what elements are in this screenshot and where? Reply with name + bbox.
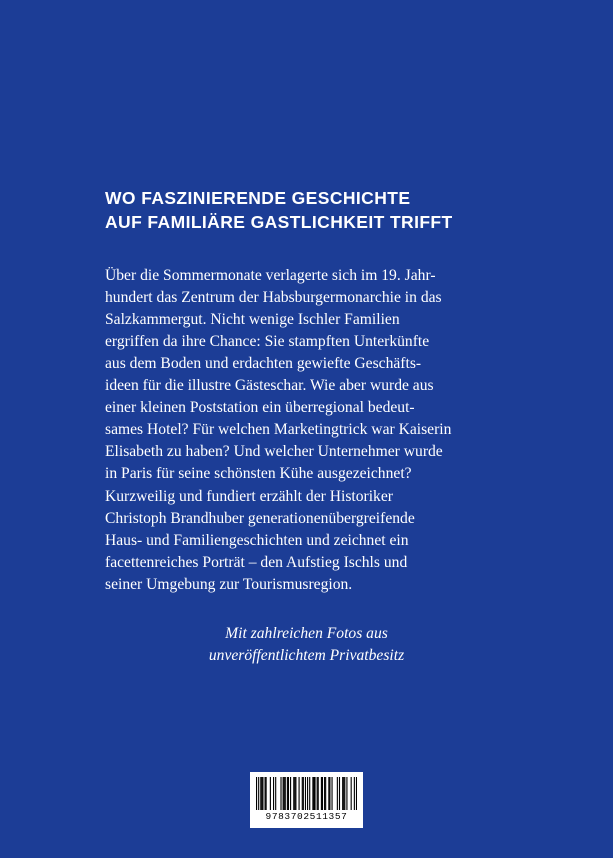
barcode-bar bbox=[290, 777, 291, 810]
barcode-bar bbox=[346, 777, 347, 810]
paragraph-line: in Paris für seine schönsten Kühe ausgezeichnet? bbox=[105, 465, 412, 482]
barcode-bar bbox=[293, 777, 294, 810]
author-paragraph bbox=[105, 486, 525, 596]
barcode-bar bbox=[256, 777, 257, 810]
barcode-bar bbox=[343, 777, 344, 810]
barcode-bar bbox=[305, 777, 306, 810]
barcode-bar bbox=[265, 777, 266, 810]
barcode-bar bbox=[328, 777, 329, 810]
barcode-bar bbox=[314, 777, 315, 810]
barcode-bar bbox=[285, 777, 286, 810]
paragraph-line: Haus- und Familiengeschichten und zeichnet ein bbox=[105, 532, 409, 549]
barcode-bar bbox=[324, 777, 325, 810]
barcode-bar bbox=[258, 777, 259, 810]
tagline-line: unveröffentlichtem Privatbesitz bbox=[208, 647, 405, 664]
barcode-bar bbox=[288, 777, 289, 810]
barcode-bar bbox=[339, 777, 340, 810]
barcode-bar bbox=[313, 777, 314, 810]
description-paragraph bbox=[105, 265, 525, 485]
headline bbox=[105, 186, 545, 234]
tagline bbox=[0, 623, 613, 667]
paragraph-line: facettenreiches Porträt – den Aufstieg Ischls und bbox=[105, 554, 408, 571]
barcode-bar bbox=[351, 777, 352, 810]
paragraph-line: Christoph Brandhuber generationenübergreifende bbox=[105, 510, 415, 527]
barcode-bar bbox=[342, 777, 343, 810]
barcode-bar bbox=[284, 777, 285, 810]
isbn-barcode bbox=[250, 772, 363, 828]
paragraph-line: Kurzweilig und fundiert erzählt der Historiker bbox=[105, 488, 393, 505]
paragraph-line: sames Hotel? Für welchen Marketingtrick war Kaiserin bbox=[105, 421, 452, 438]
paragraph-line: ideen für die illustre Gästeschar. Wie aber wurde aus bbox=[105, 377, 434, 394]
headline-line: WO FASZINIERENDE GESCHICHTE bbox=[105, 188, 411, 208]
barcode-bar bbox=[309, 777, 310, 810]
barcode-bar bbox=[307, 777, 308, 810]
barcode-bar bbox=[283, 777, 284, 810]
barcode-bars bbox=[256, 777, 357, 810]
barcode-bar bbox=[344, 777, 345, 810]
barcode-bar bbox=[295, 777, 296, 810]
paragraph-line: Über die Sommermonate verlagerte sich im 19. Jahr- bbox=[105, 267, 436, 284]
barcode-bar bbox=[280, 777, 281, 810]
barcode-bar bbox=[322, 777, 323, 810]
barcode-bar bbox=[262, 777, 263, 810]
barcode-bar bbox=[354, 777, 355, 810]
paragraph-line: ergriffen da ihre Chance: Sie stampften Unterkünfte bbox=[105, 333, 430, 350]
barcode-bar bbox=[331, 777, 332, 810]
barcode-bar bbox=[317, 777, 318, 810]
barcode-bar bbox=[318, 777, 319, 810]
barcode-bar bbox=[261, 777, 262, 810]
barcode-bar bbox=[325, 777, 326, 810]
paragraph-line: aus dem Boden und erdachten gewiefte Geschäfts- bbox=[105, 355, 422, 372]
barcode-bar bbox=[299, 777, 300, 810]
barcode-bar bbox=[329, 777, 330, 810]
barcode-bar bbox=[260, 777, 261, 810]
barcode-bar bbox=[287, 777, 288, 810]
paragraph-line: Salzkammergut. Nicht wenige Ischler Familien bbox=[105, 311, 400, 328]
barcode-bar bbox=[270, 777, 271, 810]
barcode-bar bbox=[302, 777, 303, 810]
isbn-number: 9783702511357 bbox=[265, 811, 348, 822]
barcode-bar bbox=[337, 777, 338, 810]
barcode-bar bbox=[273, 777, 274, 810]
barcode-bar bbox=[275, 777, 276, 810]
barcode-bar bbox=[294, 777, 295, 810]
barcode-bar bbox=[303, 777, 304, 810]
barcode-bar bbox=[312, 777, 313, 810]
headline-line: AUF FAMILIÄRE GASTLICHKEIT TRIFFT bbox=[105, 212, 453, 232]
paragraph-line: einer kleinen Poststation ein überregional bedeut- bbox=[105, 399, 415, 416]
barcode-bar bbox=[321, 777, 322, 810]
paragraph-line: hundert das Zentrum der Habsburgermonarchie in das bbox=[105, 289, 442, 306]
paragraph-line: seiner Umgebung zur Tourismusregion. bbox=[105, 576, 353, 593]
paragraph-line: Elisabeth zu haben? Und welcher Unternehmer wurde bbox=[105, 443, 443, 460]
tagline-line: Mit zahlreichen Fotos aus bbox=[225, 625, 388, 642]
barcode-bar bbox=[266, 777, 267, 810]
barcode-bar bbox=[356, 777, 357, 810]
